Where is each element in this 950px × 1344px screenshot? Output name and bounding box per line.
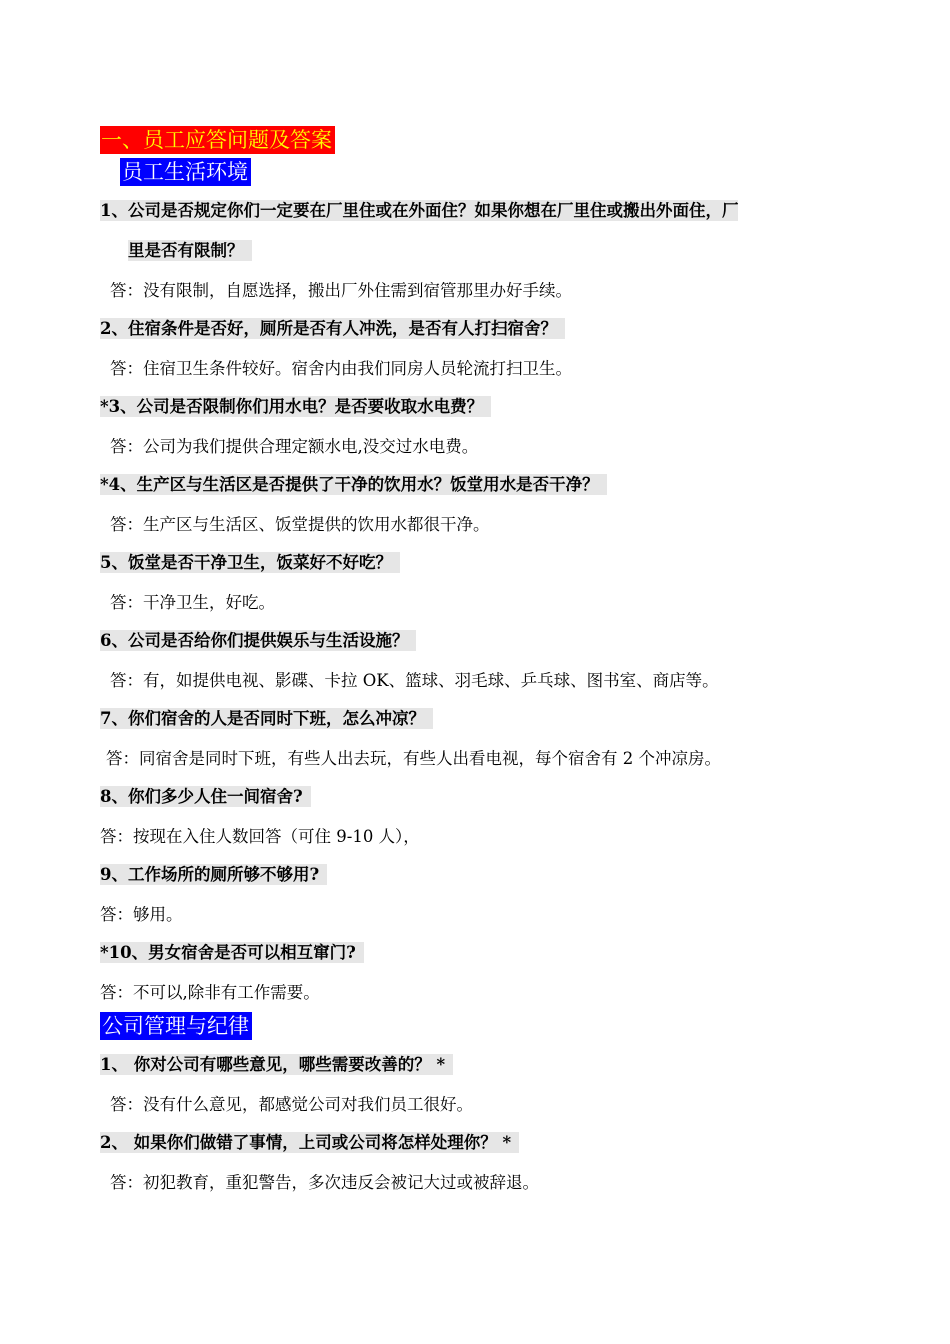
question-text: 2、 如果你们做错了事情，上司或公司将怎样处理你？ * [100,1132,519,1153]
question-item [100,862,860,888]
question-item [100,550,860,576]
answer-text: 答：没有什么意见，都感觉公司对我们员工很好。 [110,1095,473,1114]
document-title [100,126,860,154]
question-item [100,1052,860,1078]
question-text: 6、公司是否给你们提供娱乐与生活设施？ [100,630,416,651]
answer-text: 答：有，如提供电视、影碟、卡拉 OK、篮球、羽毛球、乒乓球、图书室、商店等。 [110,671,719,690]
answer-text: 答：同宿舍是同时下班，有些人出去玩，有些人出看电视，每个宿舍有 2 个冲凉房。 [106,749,721,768]
answer-text: 答：按现在入住人数回答（可住 9-10 人）， [100,827,420,846]
answer-text: 答：干净卫生，好吃。 [110,593,275,612]
section-heading-label: 员工生活环境 [120,158,251,186]
question-text: *3、公司是否限制你们用水电？是否要收取水电费？ [100,396,491,417]
question-item [100,394,860,420]
answer-text: 答：生产区与生活区、饭堂提供的饮用水都很干净。 [110,515,490,534]
question-text: 2、住宿条件是否好，厕所是否有人冲洗，是否有人打扫宿舍？ [100,318,565,339]
question-text: *10、男女宿舍是否可以相互窜门? [100,942,364,963]
question-item [100,784,860,810]
question-text: 9、工作场所的厕所够不够用? [100,864,327,885]
question-continuation [100,238,850,264]
question-text: 1、公司是否规定你们一定要在厂里住或在外面住？如果你想在厂里住或搬出外面住，厂 [100,201,739,220]
question-item [100,628,860,654]
section-heading-management [100,1006,860,1040]
question-item [100,1130,860,1156]
question-text: *4、生产区与生活区是否提供了干净的饮用水？饭堂用水是否干净？ [100,474,607,495]
section-heading-label: 公司管理与纪律 [100,1012,252,1040]
question-text: 8、你们多少人住一间宿舍? [100,786,311,807]
answer-text: 答：住宿卫生条件较好。宿舍内由我们同房人员轮流打扫卫生。 [110,359,572,378]
answer-text: 答：没有限制，自愿选择，搬出厂外住需到宿管那里办好手续。 [110,281,572,300]
question-item [100,316,860,342]
question-text: 里是否有限制？ [128,240,252,261]
question-item [100,472,860,498]
question-item [100,940,860,966]
answer-text: 答：公司为我们提供合理定额水电,没交过水电费。 [110,437,479,456]
answer-text: 答：初犯教育，重犯警告，多次违反会被记大过或被辞退。 [110,1173,539,1192]
question-text: 5、饭堂是否干净卫生，饭菜好不好吃？ [100,552,400,573]
question-item [100,706,860,732]
question-text: 7、你们宿舍的人是否同时下班，怎么冲凉？ [100,708,433,729]
question-item [100,198,850,264]
title-highlight: 一、员工应答问题及答案 [100,126,335,154]
document-page [100,126,860,1196]
answer-text: 答：不可以,除非有工作需要。 [100,983,320,1002]
question-text: 1、 你对公司有哪些意见，哪些需要改善的？ * [100,1054,453,1075]
answer-text: 答：够用。 [100,905,183,924]
section-heading-living [100,154,860,186]
